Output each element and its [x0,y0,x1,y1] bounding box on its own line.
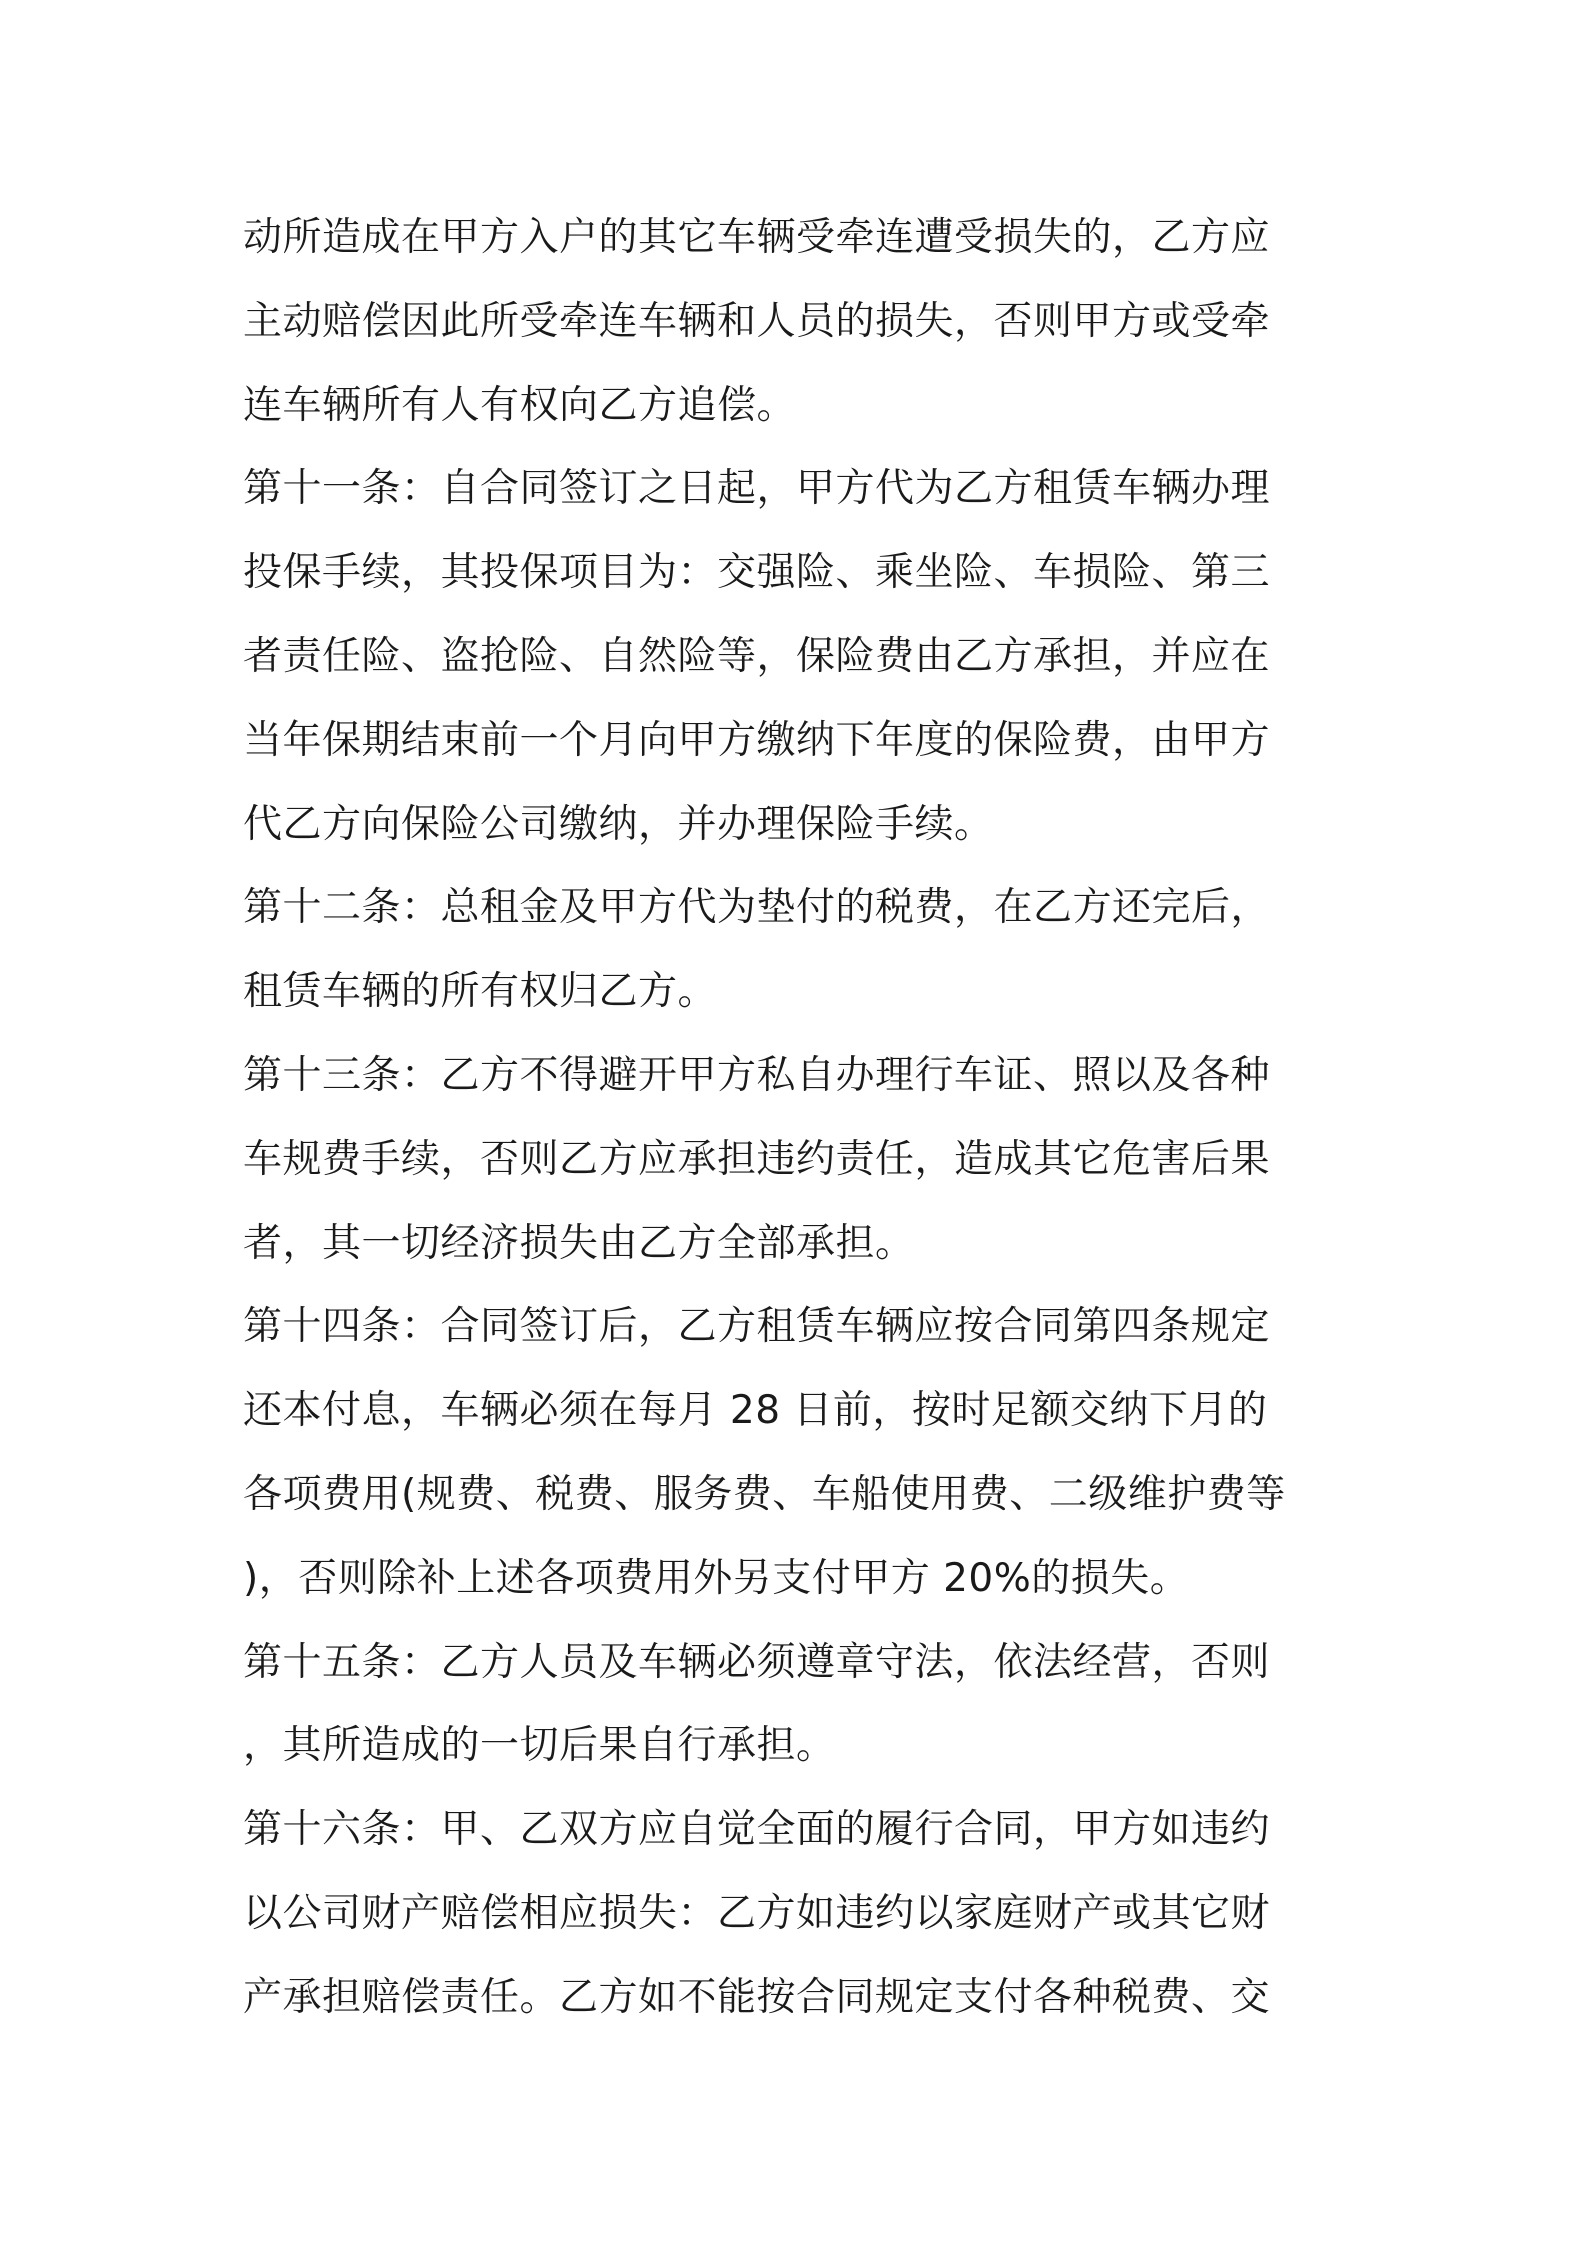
text-line: 第十一条：自合同签订之日起，甲方代为乙方租赁车辆办理 [243,466,1271,512]
text-line: 以公司财产赔偿相应损失：乙方如违约以家庭财产或其它财 [243,1890,1271,1936]
text-line: 产承担赔偿责任。乙方如不能按合同规定支付各种税费、交 [243,1974,1271,2020]
text-line: 动所造成在甲方入户的其它车辆受牵连遭受损失的，乙方应 [243,215,1271,260]
text-line: )，否则除补上述各项费用外另支付甲方 20%的损失。 [243,1555,1190,1601]
text-line: 各项费用(规费、税费、服务费、车船使用费、二级维护费等 [243,1471,1286,1517]
text-line: ，其所造成的一切后果自行承担。 [243,1723,836,1769]
text-line: 连车辆所有人有权向乙方追偿。 [243,382,797,428]
text-line: 投保手续，其投保项目为：交强险、乘坐险、车损险、第三 [243,550,1271,596]
text-line: 还本付息，车辆必须在每月 28 日前，按时足额交纳下月的 [243,1388,1268,1434]
text-line: 第十四条：合同签订后，乙方租赁车辆应按合同第四条规定 [243,1304,1271,1350]
text-line: 第十三条：乙方不得避开甲方私自办理行车证、照以及各种 [243,1052,1271,1098]
text-line: 主动赔偿因此所受牵连车辆和人员的损失，否则甲方或受牵 [243,298,1271,344]
document-body [243,196,1363,2040]
text-line: 车规费手续，否则乙方应承担违约责任，造成其它危害后果 [243,1136,1271,1182]
text-line: 者责任险、盗抢险、自然险等，保险费由乙方承担，并应在 [243,633,1271,679]
text-line: 当年保期结束前一个月向甲方缴纳下年度的保险费，由甲方 [243,717,1271,763]
text-line: 代乙方向保险公司缴纳，并办理保险手续。 [243,801,994,847]
text-line: 租赁车辆的所有权归乙方。 [243,969,718,1015]
text-line: 者，其一切经济损失由乙方全部承担。 [243,1220,915,1266]
text-line: 第十六条：甲、乙双方应自觉全面的履行合同，甲方如违约 [243,1807,1271,1853]
text-line: 第十五条：乙方人员及车辆必须遵章守法，依法经营，否则 [243,1639,1271,1685]
text-line: 第十二条：总租金及甲方代为垫付的税费，在乙方还完后， [243,885,1271,931]
